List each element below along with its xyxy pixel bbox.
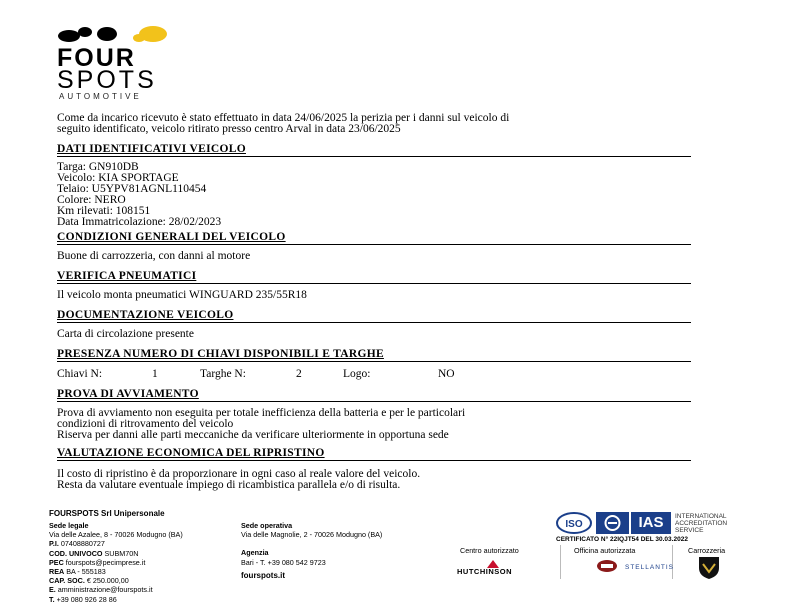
cap-label: CAP. SOC.	[49, 576, 85, 586]
section-divider	[57, 244, 691, 245]
piva-label: P.I.	[49, 539, 59, 549]
cap-value: € 250.000,00	[86, 576, 129, 586]
economic-evaluation-block	[57, 469, 420, 491]
heading-keys-plates: PRESENZA NUMERO DI CHIAVI DISPONIBILI E TARGHE	[57, 348, 384, 360]
email-label: E.	[49, 585, 56, 595]
vehicle-km: Km rilevati: 108151	[57, 205, 151, 217]
agency-value: Bari - T. +39 080 542 9723	[241, 557, 326, 567]
keys-label: Chiavi N:	[57, 368, 103, 380]
fiat-logo-icon	[596, 559, 618, 573]
operations-label: Sede operativa	[241, 521, 293, 530]
tyres-text: Il veicolo monta pneumatici WINGUARD 235/55R18	[57, 289, 307, 301]
economic-line: Resta da valutare eventuale impiego di ricambistica parallela e/o di risulta.	[57, 479, 401, 491]
rea-value: BA - 555183	[66, 567, 106, 577]
section-divider	[57, 460, 691, 461]
logo-word-four: FOUR	[57, 44, 136, 72]
rea-label: REA	[49, 567, 65, 577]
iso-text: ISO	[565, 519, 583, 530]
piva-value: 07408880727	[60, 539, 105, 549]
vehicle-vin: Telaio: U5YPV81AGNL110454	[57, 183, 207, 195]
start-test-line: Prova di avviamento non eseguita per totale inefficienza della batteria e per le particolari	[57, 407, 466, 419]
stellantis-logo: STELLANTIS	[625, 564, 675, 571]
iso-badge-icon	[556, 512, 592, 534]
hutchinson-mark-icon	[486, 556, 500, 566]
heading-general-condition: CONDIZIONI GENERALI DEL VEICOLO	[57, 231, 286, 243]
logo-tagline: AUTOMOTIVE	[59, 92, 142, 101]
start-test-line: condizioni di ritrovamento del veicolo	[57, 418, 234, 430]
section-divider	[57, 361, 691, 362]
pec-value[interactable]: fourspots@pecimprese.it	[65, 557, 146, 567]
logo-word-spots: SPOTS	[57, 66, 157, 94]
footer-operations-block	[241, 521, 382, 567]
partner-divider	[672, 545, 673, 579]
authorized-workshop-label: Officina autorizzata	[574, 546, 636, 555]
ias-caption-line: INTERNATIONAL	[675, 513, 727, 520]
fourspots-logo	[55, 24, 180, 101]
keys-value: 1	[152, 368, 158, 380]
agency-label: Agenzia	[241, 548, 269, 558]
vehicle-model: Veicolo: KIA SPORTAGE	[57, 172, 179, 184]
general-condition-text: Buone di carrozzeria, con danni al motore	[57, 250, 251, 262]
vehicle-color: Colore: NERO	[57, 194, 126, 206]
start-test-block	[57, 408, 465, 441]
heading-documents: DOCUMENTAZIONE VEICOLO	[57, 309, 234, 321]
ias-logo: IAS	[631, 512, 671, 534]
intro-line: Come da incarico ricevuto è stato effettuato in data 24/06/2025 la perizia per i danni sul veicolo di	[57, 112, 510, 124]
legal-address: Via delle Azalee, 8 - 70026 Modugno (BA)	[49, 530, 183, 540]
intro-line: seguito identificato, veicolo ritirato presso centro Arval in data 23/06/2025	[57, 123, 401, 135]
footer-website[interactable]: fourspots.it	[241, 571, 285, 580]
tel-label: T.	[49, 594, 55, 604]
email-value[interactable]: amministrazione@fourspots.it	[57, 585, 153, 595]
logo-value: NO	[438, 368, 455, 380]
vehicle-id-block	[57, 162, 221, 228]
certificate-number: CERTIFICATO N° 22IQJT54 DEL 30.03.2022	[556, 536, 688, 543]
body-shop-label: Carrozzeria	[688, 546, 726, 555]
ias-caption-line: ACCREDITATION	[675, 520, 728, 527]
heading-vehicle-id: DATI IDENTIFICATIVI VEICOLO	[57, 143, 246, 155]
section-divider	[57, 156, 691, 157]
intro-paragraph	[57, 113, 747, 135]
heading-economic-evaluation: VALUTAZIONE ECONOMICA DEL RIPRISTINO	[57, 447, 325, 459]
footer-legal-block	[49, 521, 183, 604]
plates-label: Targhe N:	[200, 368, 246, 380]
vehicle-registration-date: Data Immatricolazione: 28/02/2023	[57, 216, 222, 228]
tel-value[interactable]: +39 080 926 28 86	[56, 594, 117, 604]
logo-label: Logo:	[343, 368, 371, 380]
documents-text: Carta di circolazione presente	[57, 328, 194, 340]
plates-value: 2	[296, 368, 302, 380]
accreditation-mark-icon	[596, 512, 629, 534]
start-test-line: Riserva per danni alle parti meccaniche da verificare ulteriormente in opportuna sede	[57, 429, 449, 441]
ias-caption-line: SERVICE	[675, 527, 704, 534]
legal-label: Sede legale	[49, 521, 89, 530]
vehicle-plate: Targa: GN910DB	[57, 161, 139, 173]
section-divider	[57, 322, 691, 323]
heading-tyres: VERIFICA PNEUMATICI	[57, 270, 197, 282]
section-divider	[57, 283, 691, 284]
section-divider	[57, 401, 691, 402]
authorized-center-label: Centro autorizzato	[460, 546, 519, 555]
operations-address: Via delle Magnolie, 2 - 70026 Modugno (BA)	[241, 530, 383, 540]
partner-divider	[560, 545, 561, 579]
footer-company-name: FOURSPOTS Srl Unipersonale	[49, 509, 165, 518]
hutchinson-logo: HUTCHINSON	[457, 567, 512, 576]
pec-label: PEC	[49, 557, 64, 567]
cod-value: SUBM70N	[104, 548, 139, 558]
economic-line: Il costo di ripristino è da proporzionare in ogni caso al reale valore del veicolo.	[57, 468, 421, 480]
lamborghini-shield-icon	[698, 556, 720, 580]
cod-label: COD. UNIVOCO	[49, 548, 103, 558]
heading-start-test: PROVA DI AVVIAMENTO	[57, 388, 199, 400]
ias-caption	[675, 513, 727, 534]
